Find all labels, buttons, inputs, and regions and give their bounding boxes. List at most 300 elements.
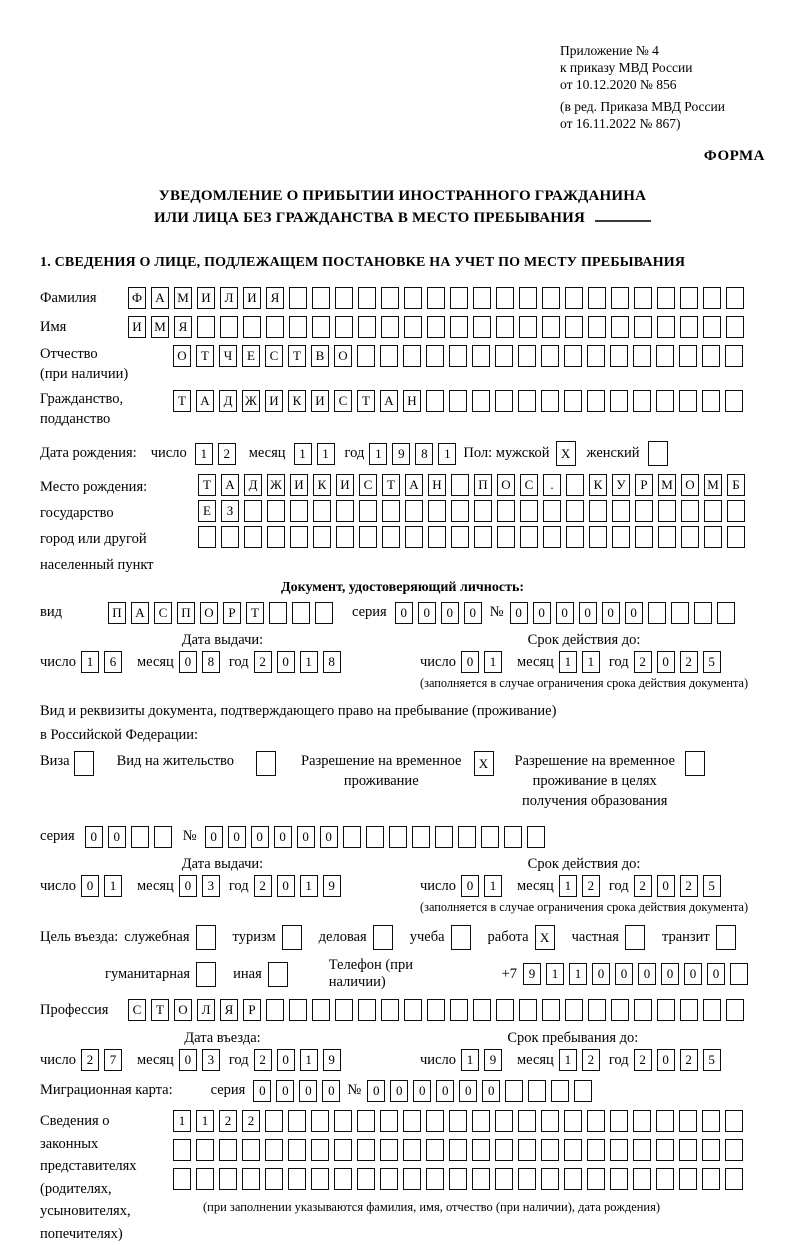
char-box[interactable] — [474, 526, 492, 548]
char-box[interactable] — [565, 999, 583, 1021]
char-box[interactable] — [221, 526, 239, 548]
char-box[interactable] — [244, 526, 262, 548]
char-box[interactable]: 0 — [179, 651, 197, 673]
char-box[interactable] — [518, 345, 536, 367]
char-box[interactable] — [242, 1139, 260, 1161]
char-box[interactable] — [519, 287, 537, 309]
char-box[interactable] — [634, 287, 652, 309]
char-box[interactable] — [520, 500, 538, 522]
char-box[interactable]: 0 — [707, 963, 725, 985]
char-box[interactable] — [611, 316, 629, 338]
char-box[interactable]: 0 — [297, 826, 315, 848]
char-box[interactable] — [610, 1139, 628, 1161]
char-box[interactable] — [716, 925, 736, 950]
char-box[interactable]: 0 — [299, 1080, 317, 1102]
char-box[interactable]: 0 — [461, 875, 479, 897]
char-box[interactable] — [266, 999, 284, 1021]
char-box[interactable] — [656, 345, 674, 367]
char-box[interactable]: Е — [242, 345, 260, 367]
char-box[interactable]: Т — [288, 345, 306, 367]
char-box[interactable] — [725, 1110, 743, 1132]
char-box[interactable] — [403, 1168, 421, 1190]
char-box[interactable]: Р — [243, 999, 261, 1021]
char-box[interactable] — [427, 316, 445, 338]
char-box[interactable] — [266, 316, 284, 338]
char-box[interactable] — [426, 1139, 444, 1161]
char-box[interactable]: Я — [220, 999, 238, 1021]
char-box[interactable] — [635, 526, 653, 548]
char-box[interactable] — [381, 999, 399, 1021]
char-box[interactable]: X — [535, 925, 555, 950]
char-box[interactable]: 8 — [202, 651, 220, 673]
char-box[interactable]: 0 — [277, 651, 295, 673]
char-box[interactable] — [449, 1168, 467, 1190]
char-box[interactable]: С — [359, 474, 377, 496]
char-box[interactable] — [725, 1139, 743, 1161]
char-box[interactable]: Р — [223, 602, 241, 624]
char-box[interactable]: 0 — [684, 963, 702, 985]
char-box[interactable] — [481, 826, 499, 848]
char-box[interactable] — [426, 1168, 444, 1190]
char-box[interactable]: У — [612, 474, 630, 496]
char-box[interactable] — [311, 1139, 329, 1161]
char-box[interactable] — [566, 474, 584, 496]
char-box[interactable]: 0 — [657, 1049, 675, 1071]
char-box[interactable]: 0 — [510, 602, 528, 624]
char-box[interactable] — [565, 287, 583, 309]
char-box[interactable] — [679, 1139, 697, 1161]
char-box[interactable]: . — [543, 474, 561, 496]
char-box[interactable] — [727, 526, 745, 548]
char-box[interactable] — [681, 526, 699, 548]
char-box[interactable]: 0 — [274, 826, 292, 848]
char-box[interactable]: Л — [220, 287, 238, 309]
char-box[interactable] — [658, 500, 676, 522]
char-box[interactable] — [703, 999, 721, 1021]
char-box[interactable]: 2 — [680, 1049, 698, 1071]
char-box[interactable] — [451, 500, 469, 522]
char-box[interactable]: 1 — [461, 1049, 479, 1071]
char-box[interactable]: 2 — [634, 651, 652, 673]
char-box[interactable] — [449, 345, 467, 367]
char-box[interactable]: 2 — [254, 1049, 272, 1071]
char-box[interactable]: 9 — [484, 1049, 502, 1071]
char-box[interactable]: X — [556, 441, 576, 466]
char-box[interactable] — [366, 826, 384, 848]
char-box[interactable] — [336, 500, 354, 522]
char-box[interactable] — [474, 500, 492, 522]
char-box[interactable] — [679, 390, 697, 412]
char-box[interactable] — [703, 287, 721, 309]
char-box[interactable]: А — [405, 474, 423, 496]
char-box[interactable] — [542, 287, 560, 309]
char-box[interactable] — [334, 1139, 352, 1161]
char-box[interactable] — [312, 999, 330, 1021]
char-box[interactable]: 0 — [205, 826, 223, 848]
char-box[interactable] — [242, 1168, 260, 1190]
char-box[interactable] — [451, 474, 469, 496]
char-box[interactable] — [564, 390, 582, 412]
char-box[interactable] — [633, 390, 651, 412]
char-box[interactable] — [725, 390, 743, 412]
char-box[interactable]: А — [151, 287, 169, 309]
char-box[interactable] — [473, 316, 491, 338]
char-box[interactable] — [198, 526, 216, 548]
char-box[interactable]: Н — [428, 474, 446, 496]
char-box[interactable] — [358, 316, 376, 338]
char-box[interactable] — [680, 287, 698, 309]
char-box[interactable]: 0 — [179, 875, 197, 897]
char-box[interactable] — [269, 602, 287, 624]
char-box[interactable]: Л — [197, 999, 215, 1021]
char-box[interactable] — [403, 1110, 421, 1132]
char-box[interactable] — [702, 1139, 720, 1161]
char-box[interactable] — [173, 1168, 191, 1190]
char-box[interactable] — [566, 500, 584, 522]
char-box[interactable] — [450, 316, 468, 338]
char-box[interactable] — [243, 316, 261, 338]
char-box[interactable]: 8 — [415, 443, 433, 465]
char-box[interactable] — [656, 1139, 674, 1161]
char-box[interactable] — [657, 316, 675, 338]
char-box[interactable] — [405, 500, 423, 522]
char-box[interactable] — [357, 1110, 375, 1132]
char-box[interactable] — [587, 1139, 605, 1161]
char-box[interactable]: 0 — [592, 963, 610, 985]
char-box[interactable]: В — [311, 345, 329, 367]
char-box[interactable] — [357, 1168, 375, 1190]
char-box[interactable]: О — [497, 474, 515, 496]
char-box[interactable] — [334, 1110, 352, 1132]
char-box[interactable] — [656, 390, 674, 412]
char-box[interactable] — [357, 345, 375, 367]
char-box[interactable] — [449, 1110, 467, 1132]
char-box[interactable] — [472, 1110, 490, 1132]
char-box[interactable] — [451, 925, 471, 950]
char-box[interactable] — [541, 1168, 559, 1190]
char-box[interactable] — [518, 1139, 536, 1161]
char-box[interactable]: И — [290, 474, 308, 496]
char-box[interactable] — [633, 1168, 651, 1190]
char-box[interactable] — [449, 390, 467, 412]
char-box[interactable]: О — [681, 474, 699, 496]
char-box[interactable] — [427, 287, 445, 309]
char-box[interactable] — [679, 1168, 697, 1190]
char-box[interactable] — [335, 287, 353, 309]
char-box[interactable]: Т — [246, 602, 264, 624]
char-box[interactable]: 1 — [546, 963, 564, 985]
char-box[interactable]: 1 — [300, 1049, 318, 1071]
char-box[interactable]: 6 — [104, 651, 122, 673]
char-box[interactable] — [704, 526, 722, 548]
char-box[interactable] — [704, 500, 722, 522]
char-box[interactable]: 0 — [395, 602, 413, 624]
char-box[interactable]: 9 — [523, 963, 541, 985]
char-box[interactable] — [312, 316, 330, 338]
char-box[interactable] — [265, 1168, 283, 1190]
char-box[interactable]: С — [154, 602, 172, 624]
char-box[interactable] — [403, 1139, 421, 1161]
char-box[interactable]: 0 — [108, 826, 126, 848]
char-box[interactable] — [335, 316, 353, 338]
char-box[interactable] — [564, 1110, 582, 1132]
char-box[interactable]: К — [589, 474, 607, 496]
char-box[interactable] — [358, 999, 376, 1021]
char-box[interactable] — [450, 287, 468, 309]
char-box[interactable] — [289, 287, 307, 309]
char-box[interactable] — [427, 999, 445, 1021]
char-box[interactable]: 2 — [219, 1110, 237, 1132]
char-box[interactable] — [267, 500, 285, 522]
char-box[interactable] — [564, 1139, 582, 1161]
char-box[interactable] — [588, 316, 606, 338]
char-box[interactable] — [311, 1168, 329, 1190]
char-box[interactable] — [587, 390, 605, 412]
char-box[interactable]: 2 — [634, 875, 652, 897]
char-box[interactable]: 1 — [300, 875, 318, 897]
char-box[interactable]: П — [474, 474, 492, 496]
char-box[interactable]: Р — [635, 474, 653, 496]
char-box[interactable] — [679, 345, 697, 367]
char-box[interactable]: 0 — [441, 602, 459, 624]
char-box[interactable]: 2 — [242, 1110, 260, 1132]
char-box[interactable]: 0 — [657, 875, 675, 897]
char-box[interactable] — [589, 500, 607, 522]
char-box[interactable]: 5 — [703, 875, 721, 897]
char-box[interactable] — [382, 526, 400, 548]
char-box[interactable] — [611, 999, 629, 1021]
char-box[interactable]: 5 — [703, 651, 721, 673]
char-box[interactable] — [587, 1110, 605, 1132]
char-box[interactable] — [625, 925, 645, 950]
char-box[interactable] — [220, 316, 238, 338]
char-box[interactable] — [312, 287, 330, 309]
char-box[interactable] — [610, 1168, 628, 1190]
char-box[interactable] — [267, 526, 285, 548]
char-box[interactable] — [380, 1139, 398, 1161]
char-box[interactable] — [730, 963, 748, 985]
char-box[interactable] — [633, 1139, 651, 1161]
char-box[interactable]: С — [334, 390, 352, 412]
char-box[interactable]: 2 — [680, 875, 698, 897]
char-box[interactable] — [373, 925, 393, 950]
char-box[interactable]: 0 — [418, 602, 436, 624]
char-box[interactable]: 7 — [104, 1049, 122, 1071]
char-box[interactable] — [154, 826, 172, 848]
char-box[interactable] — [472, 390, 490, 412]
char-box[interactable] — [657, 287, 675, 309]
char-box[interactable]: 2 — [254, 875, 272, 897]
char-box[interactable] — [528, 1080, 546, 1102]
char-box[interactable] — [634, 316, 652, 338]
char-box[interactable]: 0 — [277, 1049, 295, 1071]
char-box[interactable]: О — [200, 602, 218, 624]
char-box[interactable]: Н — [403, 390, 421, 412]
char-box[interactable] — [726, 316, 744, 338]
char-box[interactable]: 1 — [559, 1049, 577, 1071]
char-box[interactable] — [495, 1110, 513, 1132]
char-box[interactable] — [472, 1139, 490, 1161]
char-box[interactable]: М — [174, 287, 192, 309]
char-box[interactable]: 1 — [173, 1110, 191, 1132]
char-box[interactable]: 1 — [438, 443, 456, 465]
char-box[interactable]: 1 — [369, 443, 387, 465]
char-box[interactable]: П — [108, 602, 126, 624]
char-box[interactable]: Б — [727, 474, 745, 496]
char-box[interactable] — [311, 1110, 329, 1132]
char-box[interactable]: X — [474, 751, 494, 776]
char-box[interactable]: А — [196, 390, 214, 412]
char-box[interactable] — [519, 999, 537, 1021]
char-box[interactable]: 2 — [582, 1049, 600, 1071]
char-box[interactable]: 0 — [276, 1080, 294, 1102]
char-box[interactable]: 3 — [202, 1049, 220, 1071]
char-box[interactable]: 3 — [202, 875, 220, 897]
char-box[interactable] — [288, 1168, 306, 1190]
char-box[interactable]: 0 — [461, 651, 479, 673]
char-box[interactable] — [685, 751, 705, 776]
char-box[interactable]: 0 — [390, 1080, 408, 1102]
char-box[interactable] — [648, 441, 668, 466]
char-box[interactable]: Ж — [267, 474, 285, 496]
char-box[interactable] — [289, 316, 307, 338]
char-box[interactable]: Т — [151, 999, 169, 1021]
char-box[interactable] — [634, 999, 652, 1021]
char-box[interactable]: С — [128, 999, 146, 1021]
char-box[interactable] — [358, 287, 376, 309]
char-box[interactable]: О — [173, 345, 191, 367]
char-box[interactable]: 2 — [254, 651, 272, 673]
char-box[interactable]: 0 — [277, 875, 295, 897]
char-box[interactable] — [496, 287, 514, 309]
char-box[interactable]: С — [520, 474, 538, 496]
char-box[interactable] — [196, 1139, 214, 1161]
char-box[interactable] — [335, 999, 353, 1021]
char-box[interactable] — [219, 1168, 237, 1190]
char-box[interactable] — [648, 602, 666, 624]
char-box[interactable]: 1 — [559, 875, 577, 897]
char-box[interactable] — [495, 345, 513, 367]
char-box[interactable] — [472, 345, 490, 367]
char-box[interactable]: 0 — [228, 826, 246, 848]
char-box[interactable] — [497, 526, 515, 548]
char-box[interactable] — [315, 602, 333, 624]
char-box[interactable] — [520, 526, 538, 548]
char-box[interactable] — [656, 1168, 674, 1190]
char-box[interactable]: 1 — [569, 963, 587, 985]
char-box[interactable]: 0 — [625, 602, 643, 624]
char-box[interactable] — [334, 1168, 352, 1190]
char-box[interactable]: 0 — [251, 826, 269, 848]
char-box[interactable] — [451, 526, 469, 548]
char-box[interactable]: И — [336, 474, 354, 496]
char-box[interactable] — [496, 316, 514, 338]
char-box[interactable]: Т — [382, 474, 400, 496]
char-box[interactable] — [725, 345, 743, 367]
char-box[interactable] — [290, 526, 308, 548]
char-box[interactable]: 0 — [81, 875, 99, 897]
char-box[interactable] — [656, 1110, 674, 1132]
char-box[interactable] — [288, 1139, 306, 1161]
char-box[interactable] — [495, 1139, 513, 1161]
char-box[interactable]: М — [658, 474, 676, 496]
char-box[interactable] — [541, 390, 559, 412]
char-box[interactable] — [564, 1168, 582, 1190]
char-box[interactable]: М — [704, 474, 722, 496]
char-box[interactable] — [726, 999, 744, 1021]
char-box[interactable]: 9 — [392, 443, 410, 465]
char-box[interactable] — [380, 1168, 398, 1190]
char-box[interactable] — [551, 1080, 569, 1102]
char-box[interactable] — [428, 526, 446, 548]
char-box[interactable]: Ж — [242, 390, 260, 412]
char-box[interactable]: 0 — [533, 602, 551, 624]
char-box[interactable]: К — [313, 474, 331, 496]
char-box[interactable] — [588, 999, 606, 1021]
char-box[interactable]: С — [265, 345, 283, 367]
char-box[interactable]: 0 — [661, 963, 679, 985]
char-box[interactable] — [565, 316, 583, 338]
char-box[interactable]: К — [288, 390, 306, 412]
char-box[interactable]: 2 — [582, 875, 600, 897]
char-box[interactable] — [587, 1168, 605, 1190]
char-box[interactable] — [564, 345, 582, 367]
char-box[interactable] — [343, 826, 361, 848]
char-box[interactable] — [725, 1168, 743, 1190]
char-box[interactable]: А — [221, 474, 239, 496]
char-box[interactable] — [543, 526, 561, 548]
char-box[interactable] — [428, 500, 446, 522]
char-box[interactable] — [518, 390, 536, 412]
char-box[interactable] — [450, 999, 468, 1021]
char-box[interactable] — [681, 500, 699, 522]
char-box[interactable] — [357, 1139, 375, 1161]
char-box[interactable] — [382, 500, 400, 522]
char-box[interactable] — [282, 925, 302, 950]
char-box[interactable]: И — [265, 390, 283, 412]
char-box[interactable]: 0 — [320, 826, 338, 848]
char-box[interactable] — [404, 999, 422, 1021]
char-box[interactable] — [542, 316, 560, 338]
char-box[interactable] — [265, 1110, 283, 1132]
char-box[interactable] — [404, 287, 422, 309]
char-box[interactable] — [412, 826, 430, 848]
char-box[interactable]: 2 — [680, 651, 698, 673]
char-box[interactable]: 1 — [104, 875, 122, 897]
char-box[interactable]: И — [243, 287, 261, 309]
char-box[interactable]: 2 — [218, 443, 236, 465]
char-box[interactable] — [380, 1110, 398, 1132]
char-box[interactable] — [473, 999, 491, 1021]
char-box[interactable]: А — [131, 602, 149, 624]
char-box[interactable] — [657, 999, 675, 1021]
char-box[interactable]: 0 — [556, 602, 574, 624]
char-box[interactable]: Е — [198, 500, 216, 522]
char-box[interactable]: А — [380, 390, 398, 412]
char-box[interactable]: Т — [196, 345, 214, 367]
char-box[interactable] — [196, 962, 216, 987]
char-box[interactable] — [587, 345, 605, 367]
char-box[interactable] — [288, 1110, 306, 1132]
char-box[interactable]: 0 — [657, 651, 675, 673]
char-box[interactable]: 0 — [638, 963, 656, 985]
char-box[interactable] — [702, 1168, 720, 1190]
char-box[interactable] — [658, 526, 676, 548]
char-box[interactable]: 1 — [81, 651, 99, 673]
char-box[interactable]: 1 — [559, 651, 577, 673]
char-box[interactable]: П — [177, 602, 195, 624]
char-box[interactable] — [727, 500, 745, 522]
